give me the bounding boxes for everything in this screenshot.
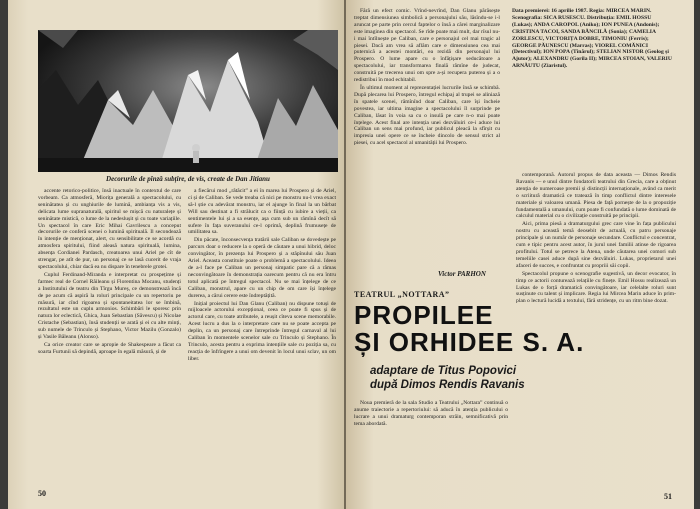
paragraph: Noua premieră de la sala Studio a Teatrului „Nottara” continuă o anume traiectorie a repertoriului: să aducă în atenția publicului o lucrare a unui dramaturg contemporan străin, semnificativă prin tema abordată. — [354, 400, 508, 427]
subhead-line-1: adaptare de Titus Popovici — [370, 365, 517, 377]
paragraph: Aici, prima piesă a dramaturgului grec care vine în fața publicului nostru cu această temă deosebit de actuală, cu patru personaje principale și un număr de personaje secundare. Conflictul e concentrat, cum e tipic pentru acest autor, în jurul unei familii atinse de rigoarea profitului. Totul se petrece la Atena, unde căutarea unei comori sub temeliile casei aduce după sine dezvăluiri. Lukas, proprietarul unei afaceri de succes, e confruntat cu propriii săi copii. — [516, 221, 676, 269]
paragraph: Spectacolul propune o scenografie sugestivă, un decor evocator, în timp ce actorii conturează relațiile cu finețe. Emil Hossu realizează un Lukas de o forță dramatică convingătoare, iar celelalte roluri sunt susținute cu talent și implicare. Regia lui Mircea Marin aduce în prim-plan o lectură lucidă a textului, fără stridențe, cu un ritm bine dozat. — [516, 270, 676, 305]
paragraph: Cuplul Ferdinand-Miranda e interpretat cu prospețime și farmec real de Cornel Răileanu și Florentina Mocanu, studenți a Institutului de teatru din Tîrgu Mureș, ce demonstrează încă de pe acum că aspiră la roluri principale cu un repertoriu pe măsură, iar cînd rigoarea și spontaneitatea lor se îmbină, rezultatul este un cuplu armonios. Schimbări le sporesc prin natura lor eclectică, Ghica, Juan Sebastian (Săvescu) și Nicolae Cristache (Sebastian), însă studenții se arată și ei cu alte minți, sub numele de Trinculo și Stephano, Victor Mazilu (Gonzalo) și Vasile Băleanu (Alonso). — [38, 271, 181, 341]
right-column-3 — [516, 172, 676, 488]
paragraph: Inițial proiectul lui Dan Glanu (Caliban) nu dispune totuși de mijloacele actorului excepțional, ceea ce poate fi spus și de actorul care, cu toate atributele, a reușit cîteva scene memorabile. Acest lucru a dus la o interpretare care nu se poate accepta pe deplin, ca un personaj care întreprinde întregul carnaval al lui Caliban în momentele scenelor sale cu Trinculo și Stephano. În Trinculo, acesta pentru a exprima intențiile sale cu poziția sa, cu reacția de înfrîngere a unui om devenit în locul unui sclav, un om liber. — [188, 300, 336, 362]
page-number-right: 51 — [664, 492, 672, 501]
paragraph: În ultimul moment al reprezentației lucrurile însă se schimbă. După plecarea lui Prospero, întregul echipaj al trupei se aliniază în spatele scenei, rămînînd doar Caliban, care își încheie povestea, iar ultima imagine a spectacolului îl surprinde pe Caliban, lăsat în voia sa cu o insulă pe care n-o mai poate înțelege. Acest final are intenția unei dezvăluiri ce-i aduce lui Caliban un sens mai profund, iar publicul pleacă la sfîrșit cu impresia unei opere ce se încheie dincolo de sensul strict al piesei, cu acel spectacol al umanității lui Prospero. — [354, 84, 500, 147]
theatre-name: TEATRUL „NOTTARA” — [354, 290, 450, 299]
photo-caption: Decorurile de pînză subțire, de vis, create de Dan Jitianu — [106, 175, 270, 183]
right-page — [346, 0, 694, 509]
paragraph: a fiecărui mod „rătăcit” a ei în marea lui Prospero și de Ariel, ci și de Caliban. Se vede treaba că nici pe monstru nu-l vrea exact să-l știe cu adevărat monstru, iar el ajunge în final la un bărbat Will sau destinat a fi strălucit ca o ființă cu iubire a vieții, ca sentimentele lui și a sa esențe, așa cum sub un rămînă decît să sufere în fața suveranului ce-l oprimă, deplină frumusețe de umilitatea sa. — [188, 188, 336, 236]
paragraph: accente retorico-politice, însă inactuale în contextul de care vorbeam. Ca atmosferă, Miorița generală a spectacolului, cu seninătatea și cu unghiurile de lumină, ambianța vis a vis, delicata lume supranaturală, spiritul se mișcă cu naturalețe și seninătate mistică, o lume de la nedeslușit și cu toate variațiile. Un spectacol în care Eric Mihai Gavrilescu a conceput decorurile ce conferă scenei o lumină spirituală. Il secondează în intenție de menționat, alert, cu sensibilitate ce se acordă cu atmosfera spiritului, fiind aleasă natura spirituală, lumina, absența Cordianei Pardasch, creatoarea unui Ariel pe cît de strengar, pe atît de pur, un personaj ce se lasă cucerit de vraja spectacolului, chiar dacă ea nu dispare în tenebrele grotei. — [38, 188, 181, 270]
right-column-1 — [354, 8, 500, 266]
left-column-2 — [188, 188, 336, 485]
cast-credits: Data premierei: 16 aprilie 1987. Regia: MIRCEA MARIN. Scenografia: SICA RUSESCU. Distribuția: EMIL HOSSU (Lukas); ANDA CAROPOL (Aniko); ION PUNEA (Andonis); CRISTINA TACOI, SANDA BĂNCILĂ (Sonia); CAMELIA ZORLESCU, VICTORIȚA DOBRE, TIMONIU (Ferris); GEORGE PĂUNESCU (Marras); VIOREL COMĂNICI (Detectivul); ION POPA (Tînărul); STELIAN NISTOR (Geolog și Ajutor); ALEXANDRU (Gorila II); MIRCEA STOIAN, VALERIU ARNĂUTU (Ziaristul). — [512, 8, 672, 70]
page-number-left: 50 — [38, 489, 46, 498]
author-signature: Victor PARHON — [438, 270, 486, 278]
paragraph: Fără un efect comic. Vrînd-nevrînd, Dan Glanu părăsește treptat dimensiunea simbolică a personajului său, lăsîndu-se i-l aruncat pe parte prin cercul faptelor o însă a cărei marginalizare este imaginea din spectacol. Se rîde poate mai mult, dar rîsul nu-i mai întîlnește pe Caliban, care e personajul cel mai tragic al piesei. Dacă am vrea să aflăm care e dimensiunea cea mai puternică a acestei montări, ea rezidă din personajul lui Prospero. O lume apare cu o înfățișare seducătoare a spectacolului, iar transformarea finală rămîne de judecat, construită pe trecerea unui om spre a-și recupera puterea și a o redistribui în mod echitabil. — [354, 8, 500, 84]
left-column-1 — [38, 188, 181, 485]
article-subheading — [370, 364, 525, 392]
headline-line-2: ȘI ORHIDEE S. A. — [354, 327, 585, 357]
left-page — [8, 0, 344, 509]
paragraph: contemporană. Autorul propus de data aceasta — Dimos Rendis Ravanis — e unul dintre fondatorii teatrului din Grecia, care a obținut atenția de numeroase premii și distincții internaționale, având ca merit o scriitură dramatică ce tratează în timp conflictul dintre interesele materiale și valoarea umană. Piesa de față pornește de la o propoziție fundamentală a umanului, cum poate fi confundată o lume dominată de calculul material cu o civilizație construită pe principii. — [516, 172, 676, 220]
stage-photo — [38, 30, 338, 172]
paragraph: Ca orice creator care se apropie de Shakespeare a făcut ca soarta Furtunii să depindă, aproape în egală măsură, și de — [38, 341, 181, 355]
headline-line-1: PROPILEE — [354, 300, 494, 330]
article-intro — [354, 400, 508, 488]
subhead-line-2: după Dimos Rendis Ravanis — [370, 379, 525, 391]
paragraph: Din păcate, înconsecvența tratării sale Caliban se dovedește pe parcurs doar o reducere la o operă de căutare a unui hibrid, deloc convingător, în prezența lui Prospero și a stăpînului său Juan Ariel. Aceasta constituie poate o problemă a spectacolului. Ideea de a-l face pe Caliban un personaj simpatic pare că a rămas neconvingătoare în demonstrația oarecum pentru că nu era întru totul aplicată pe întregul spectacol. Nu se mai înțelege de ce Caliban, monstrul, apare cu un chip de om care își înțelege durerea, a cărui cerere este îndreptățită. — [188, 237, 336, 299]
stage-photo-image — [38, 30, 338, 172]
